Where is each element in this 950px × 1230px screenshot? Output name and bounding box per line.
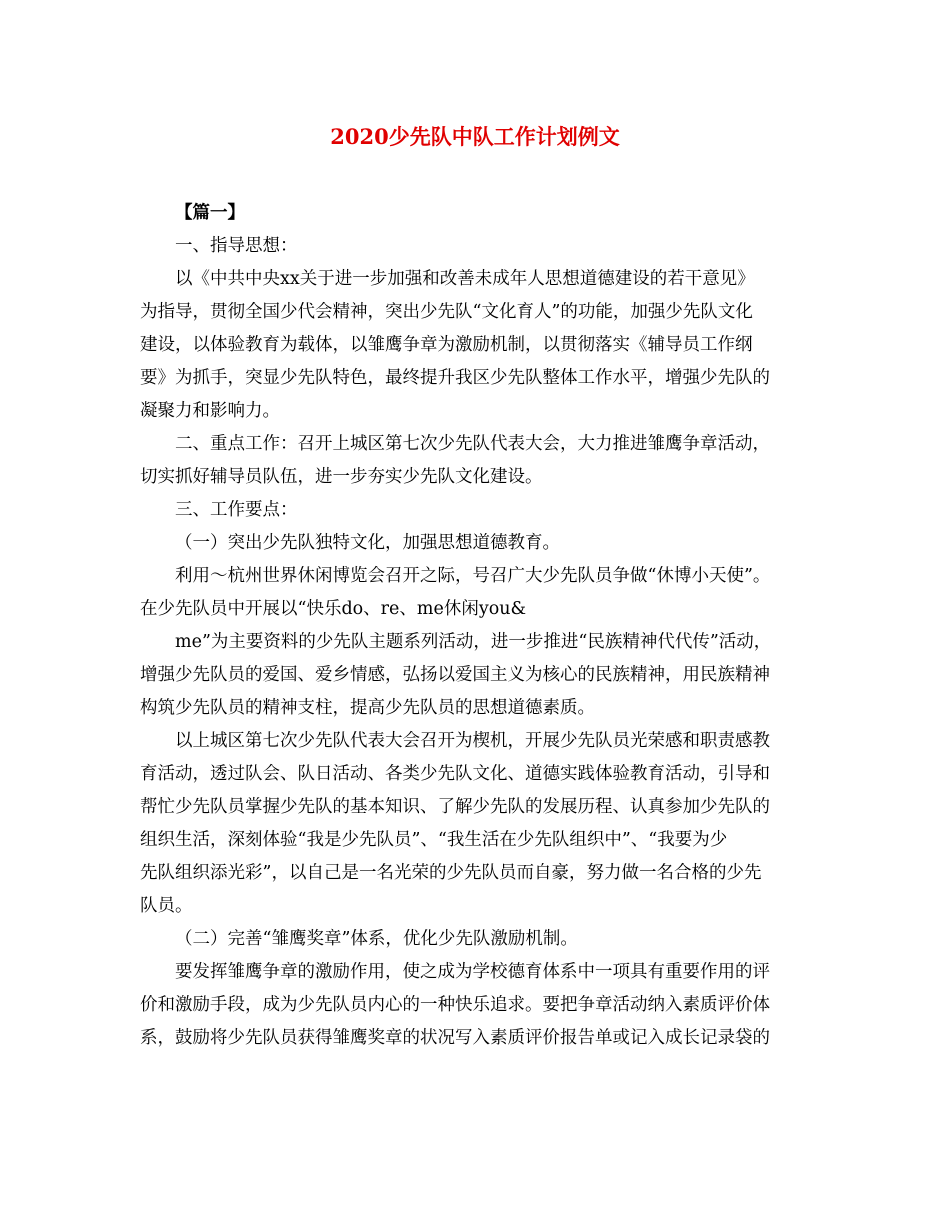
paragraph-line: 组织生活，深刻体验“我是少先队员”、“我生活在少先队组织中”、“我要为少: [140, 830, 728, 850]
paragraph-line: 先队组织添光彩”，以自己是一名光荣的少先队员而自豪，努力做一名合格的少先: [140, 863, 762, 883]
guiding-thought-heading: 一、指导思想：: [175, 236, 298, 256]
paragraph-line: 以上城区第七次少先队代表大会召开为楔机，开展少先队员光荣感和职责感教: [175, 731, 770, 751]
expo-paragraph: [140, 560, 830, 626]
paragraph-line: 构筑少先队员的精神支柱，提高少先队员的思想道德素质。: [140, 698, 595, 718]
document-body: [140, 197, 830, 1055]
paragraph-line: 队员。: [140, 896, 193, 916]
paragraph-line: 系，鼓励将少先队员获得雏鹰奖章的状况写入素质评价报告单或记入成长记录袋的: [140, 1028, 770, 1048]
paragraph-line: 凝聚力和影响力。: [140, 401, 280, 421]
section-label: 【篇一】: [175, 203, 245, 223]
paragraph-line: 利用～杭州世界休闲博览会召开之际，号召广大少先队员争做“休博小天使”。: [175, 566, 771, 586]
subsection-heading-2: （二）完善“雏鹰奖章”体系，优化少先队激励机制。: [175, 929, 578, 949]
paragraph-line: 要发挥雏鹰争章的激励作用，使之成为学校德育体系中一项具有重要作用的评: [175, 962, 770, 982]
eagle-badge-paragraph: [140, 956, 830, 1055]
paragraph-line: me”为主要资料的少先队主题系列活动，进一步推进“民族精神代代传”活动，: [175, 632, 772, 652]
paragraph-line: 价和激励手段，成为少先队员内心的一种快乐追求。要把争章活动纳入素质评价体: [140, 995, 770, 1015]
paragraph-line: 育活动，透过队会、队日活动、各类少先队文化、道德实践体验教育活动，引导和: [140, 764, 770, 784]
key-work-paragraph: [140, 428, 830, 494]
paragraph-line: 增强少先队员的爱国、爱乡情感，弘扬以爱国主义为核心的民族精神，用民族精神: [140, 665, 770, 685]
document-title: 2020少先队中队工作计划例文: [330, 124, 620, 149]
work-points-heading: 三、工作要点：: [175, 500, 298, 520]
paragraph-line: 以《中共中央xx关于进一步加强和改善未成年人思想道德建设的若干意见》: [175, 269, 755, 289]
guiding-thought-paragraph: [140, 263, 830, 428]
paragraph-line: 建设，以体验教育为载体，以雏鹰争章为激励机制，以贯彻落实《辅导员工作纲: [140, 335, 753, 355]
paragraph-line: 切实抓好辅导员队伍，进一步夯实少先队文化建设。: [140, 467, 543, 487]
congress-paragraph: [140, 725, 830, 923]
subsection-heading-1: （一）突出少先队独特文化，加强思想道德教育。: [175, 533, 560, 553]
paragraph-line: 帮忙少先队员掌握少先队的基本知识、了解少先队的发展历程、认真参加少先队的: [140, 797, 770, 817]
paragraph-line: 为指导，贯彻全国少代会精神，突出少先队“文化育人”的功能，加强少先队文化: [140, 302, 753, 322]
paragraph-line: 在少先队员中开展以“快乐do、re、me休闲you&: [140, 599, 527, 619]
theme-activity-paragraph: [140, 626, 830, 725]
paragraph-line: 二、重点工作：召开上城区第七次少先队代表大会，大力推进雏鹰争章活动，: [175, 434, 770, 454]
paragraph-line: 要》为抓手，突显少先队特色，最终提升我区少先队整体工作水平，增强少先队的: [140, 368, 770, 388]
